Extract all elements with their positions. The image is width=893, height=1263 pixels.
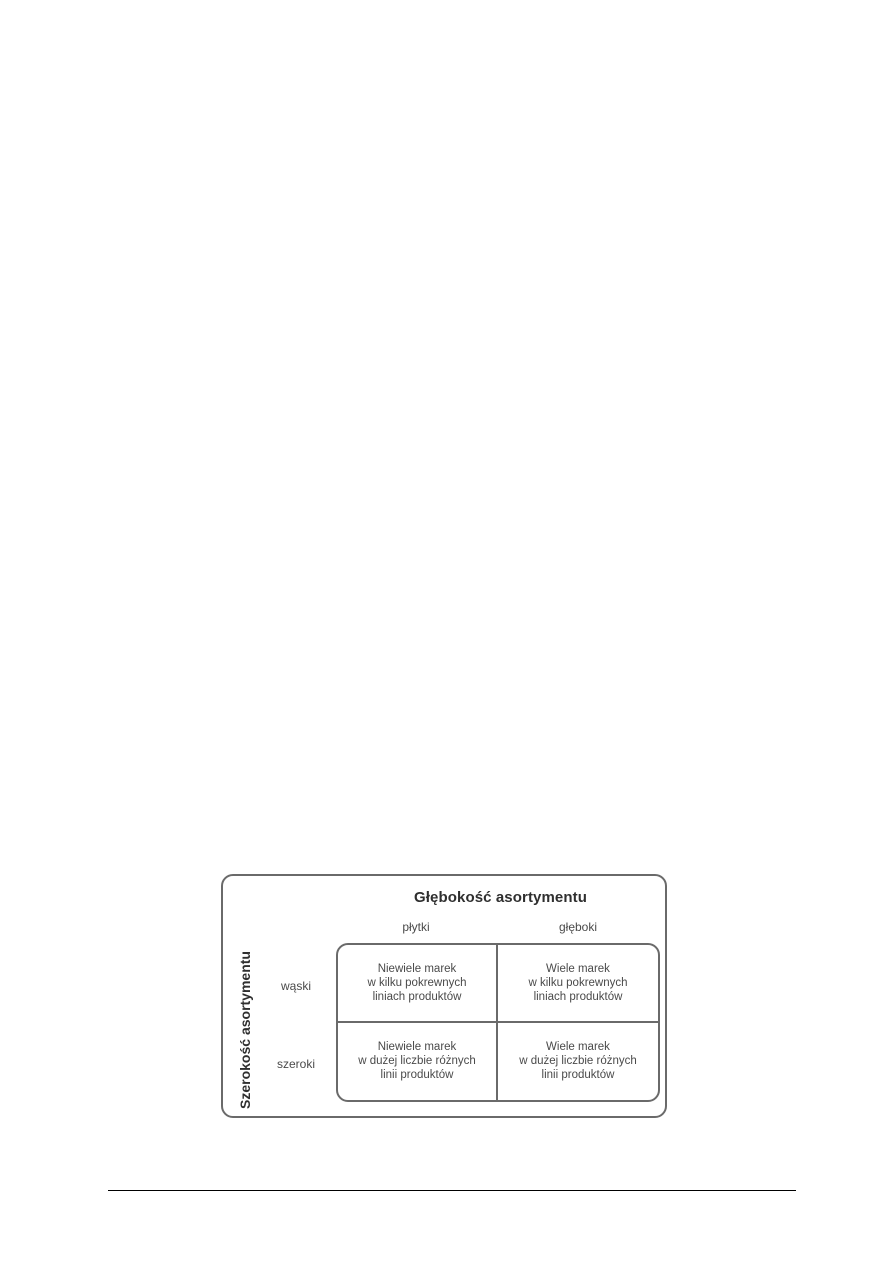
cell-text-line: Wiele marek xyxy=(546,962,610,975)
cell-text-line: linii produktów xyxy=(380,1069,454,1082)
matrix-cell-wide-shallow xyxy=(338,1023,498,1101)
cell-text-line: liniach produktów xyxy=(533,990,623,1003)
cell-text-line: Wiele marek xyxy=(546,1041,610,1054)
cell-text-line: w kilku pokrewnych xyxy=(367,976,467,989)
width-axis-heading: Szerokość asortymentu xyxy=(237,951,253,1109)
cell-text-line: Niewiele marek xyxy=(377,962,457,975)
assortment-matrix xyxy=(336,943,660,1102)
row-label-wide: szeroki xyxy=(276,1057,316,1071)
row-label-narrow: wąski xyxy=(280,979,312,993)
column-label-shallow: płytki xyxy=(402,920,430,934)
depth-axis-heading: Głębokość asortymentu xyxy=(414,889,587,906)
cell-text-line: linii produktów xyxy=(541,1069,615,1082)
cell-text-line: w kilku pokrewnych xyxy=(528,976,628,989)
matrix-cell-narrow-shallow xyxy=(338,945,498,1023)
matrix-cell-wide-deep xyxy=(498,1023,658,1101)
cell-text-line: Niewiele marek xyxy=(377,1041,457,1054)
footer-rule xyxy=(108,1190,796,1191)
cell-text-line: w dużej liczbie różnych xyxy=(519,1055,637,1068)
cell-text-line: w dużej liczbie różnych xyxy=(358,1055,476,1068)
column-label-deep: głęboki xyxy=(558,920,598,934)
cell-text-line: liniach produktów xyxy=(372,990,462,1003)
matrix-cell-narrow-deep xyxy=(498,945,658,1023)
